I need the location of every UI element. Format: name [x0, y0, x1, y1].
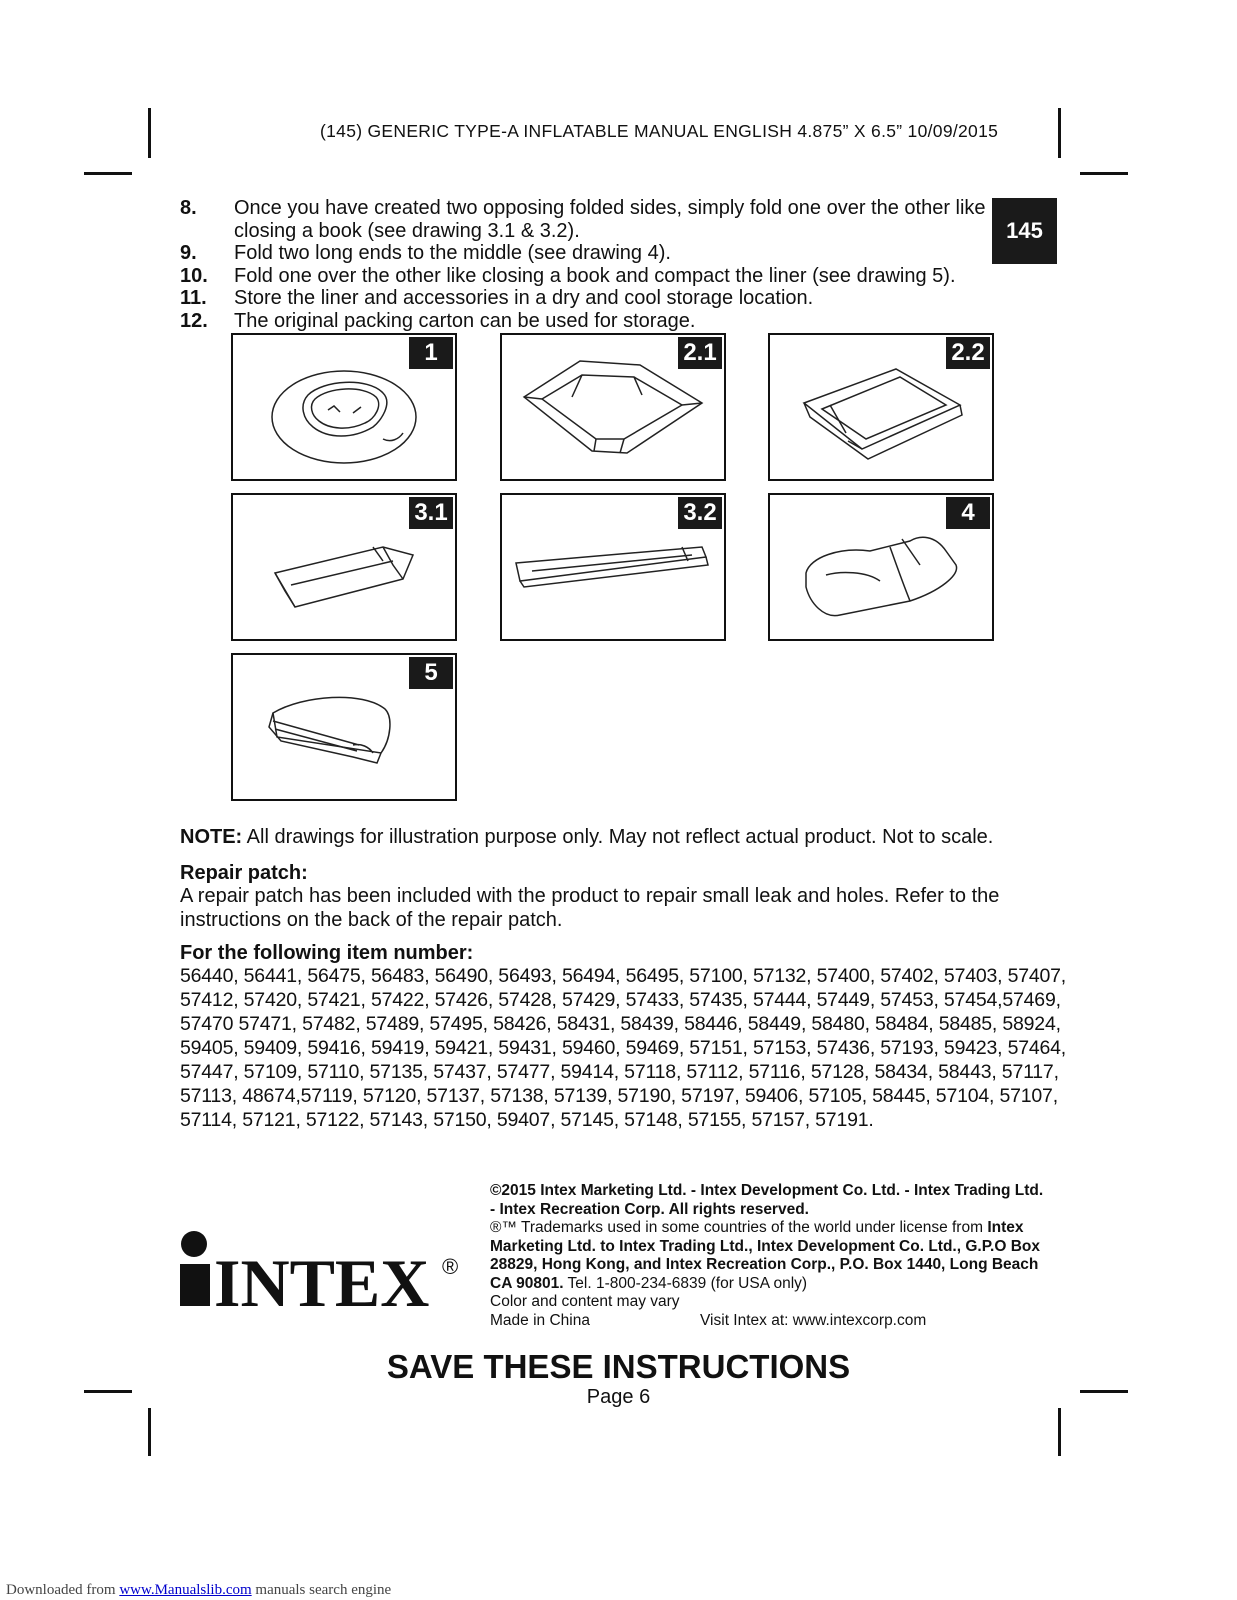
drawing-label: 2.1 [678, 337, 722, 369]
list-item [180, 197, 1010, 242]
trademark-licensees: Intex Marketing Ltd. to Intex Trading Ltd., Intex Development Co. Ltd., G.P.O Box 28829, Hong Kong, and Intex Recreation Corp., P.O. Box 1440, Long Beach CA 90801. [490, 1219, 1041, 1292]
footer-prefix: Downloaded from [6, 1582, 120, 1598]
repair-patch-body: A repair patch has been included with the product to repair small leak and holes. Refer to the instructions on the back of the repair patch. [180, 885, 1000, 931]
drawing-label: 3.1 [409, 497, 453, 529]
note-body: All drawings for illustration purpose only. May not reflect actual product. Not to scale. [242, 826, 994, 848]
trademark-prefix: ®™ Trademarks used in some countries of the world under license from [490, 1219, 988, 1236]
intex-logo [180, 1230, 470, 1330]
trademark-text [490, 1219, 1050, 1293]
crop-mark [1058, 1408, 1061, 1456]
drawing-5 [231, 653, 457, 801]
drawing-3-1 [231, 493, 457, 641]
manualslib-link[interactable]: www.Manualslib.com [119, 1582, 252, 1598]
item-numbers-line: 57114, 57121, 57122, 57143, 57150, 59407, 57145, 57148, 57155, 57157, 57191. [180, 1109, 874, 1131]
drawing-4 [768, 493, 994, 641]
crop-mark [1058, 108, 1061, 158]
item-numbers-list [180, 964, 1080, 1132]
step-text: Fold two long ends to the middle (see drawing 4). [234, 242, 671, 264]
save-instructions-heading: SAVE THESE INSTRUCTIONS [386, 1348, 851, 1385]
step-number: 11. [180, 287, 207, 309]
item-numbers-line: 57412, 57420, 57421, 57422, 57426, 57428, 57429, 57433, 57435, 57444, 57449, 57453, 57454,57469, [180, 989, 1061, 1011]
item-numbers-line: 56440, 56441, 56475, 56483, 56490, 56493, 56494, 56495, 57100, 57132, 57400, 57402, 57403, 57407, [180, 965, 1067, 987]
color-vary-text: Color and content may vary [490, 1293, 680, 1310]
copyright-text [490, 1182, 1050, 1219]
download-footer [6, 1582, 391, 1599]
list-item [180, 242, 1010, 265]
step-text: Once you have created two opposing folded sides, simply fold one over the other like closing a book (see drawing 3.1 & 3.2). [234, 197, 986, 242]
drawing-label: 3.2 [678, 497, 722, 529]
made-in-text: Made in China [490, 1311, 590, 1329]
crop-mark [148, 108, 151, 158]
crop-mark [1080, 172, 1128, 175]
footer-suffix: manuals search engine [251, 1582, 392, 1598]
list-item [180, 310, 1010, 333]
crop-mark [84, 172, 132, 175]
registered-mark: ® [442, 1254, 459, 1279]
drawing-label: 4 [946, 497, 990, 529]
drawing-label: 5 [409, 657, 453, 689]
item-numbers-title: For the following item number: [180, 942, 474, 964]
drawing-3-2 [500, 493, 726, 641]
step-text: Store the liner and accessories in a dry and cool storage location. [234, 287, 814, 309]
step-text: Fold one over the other like closing a book and compact the liner (see drawing 5). [234, 264, 956, 287]
list-item [180, 287, 1010, 310]
item-numbers-line: 57447, 57109, 57110, 57135, 57437, 57477, 59414, 57118, 57112, 57116, 57128, 58434, 58443, 57117, [180, 1061, 1059, 1083]
step-number: 8. [180, 197, 197, 219]
item-numbers-line: 57113, 48674,57119, 57120, 57137, 57138, 57139, 57190, 57197, 59406, 57105, 58445, 57104, 57107, [180, 1085, 1058, 1107]
made-visit-row [490, 1312, 1050, 1331]
step-number: 12. [180, 309, 208, 332]
visit-text: Visit Intex at: www.intexcorp.com [700, 1311, 927, 1329]
drawing-label: 1 [409, 337, 453, 369]
legal-notice [490, 1182, 1050, 1330]
repair-patch-title: Repair patch: [180, 862, 308, 884]
item-numbers-line: 59405, 59409, 59416, 59419, 59421, 59431, 59460, 59469, 57151, 57153, 57436, 57193, 59423, 57464, [180, 1037, 1067, 1059]
note-text [180, 826, 993, 849]
page-badge: 145 [992, 198, 1057, 264]
step-number: 10. [180, 264, 208, 287]
page-number: Page 6 [586, 1386, 651, 1408]
item-numbers-line: 57470 57471, 57482, 57489, 57495, 58426, 58431, 58439, 58446, 58449, 58480, 58484, 58485, 58924, [180, 1013, 1061, 1035]
phone-number: Tel. 1-800-234-6839 (for USA only) [563, 1274, 808, 1292]
logo-dot [181, 1231, 207, 1257]
list-item [180, 265, 1010, 288]
drawing-1 [231, 333, 457, 481]
manual-header: (145) GENERIC TYPE-A INFLATABLE MANUAL ENGLISH 4.875” X 6.5” 10/09/2015 [320, 121, 999, 141]
step-text: The original packing carton can be used for storage. [234, 309, 696, 332]
drawing-2-1 [500, 333, 726, 481]
drawing-label: 2.2 [946, 337, 990, 369]
crop-mark [148, 1408, 151, 1456]
drawing-2-2 [768, 333, 994, 481]
step-number: 9. [180, 242, 197, 264]
logo-text: INTEX [214, 1245, 430, 1321]
step-list [180, 197, 1010, 332]
copyright-line: ©2015 Intex Marketing Ltd. - Intex Development Co. Ltd. - Intex Trading Ltd. - Intex Recreation Corp. All rights reserved. [490, 1182, 1044, 1218]
logo-stem [180, 1264, 210, 1306]
note-label: NOTE: [180, 826, 243, 848]
